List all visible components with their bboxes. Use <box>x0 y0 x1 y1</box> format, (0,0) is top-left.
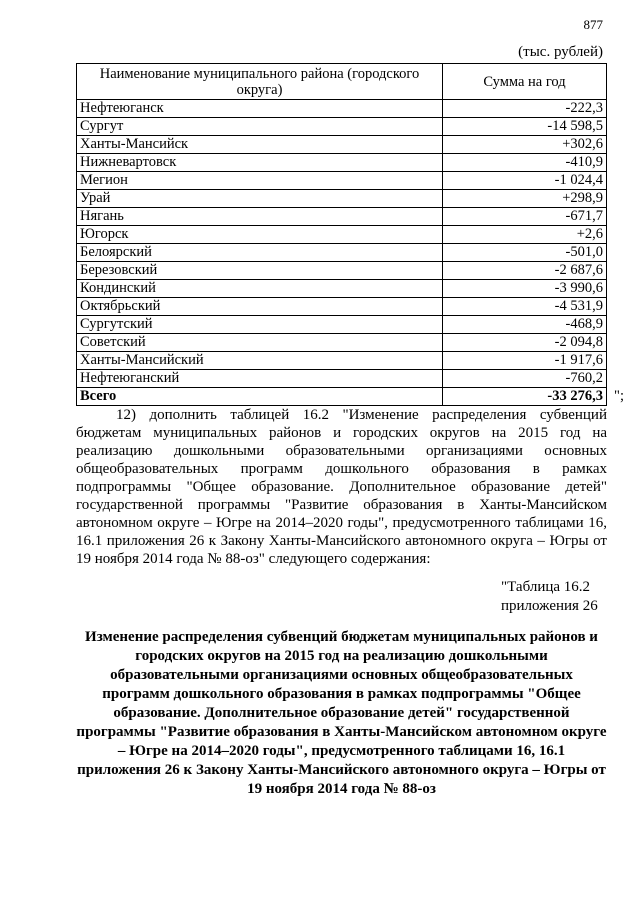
table-header-row <box>77 64 607 100</box>
sum-value: +2,6 <box>443 226 607 244</box>
sum-value: +302,6 <box>443 136 607 154</box>
municipality-name: Октябрьский <box>77 298 443 316</box>
sum-value: -2 687,6 <box>443 262 607 280</box>
sum-value: -4 531,9 <box>443 298 607 316</box>
table-row <box>77 370 607 388</box>
municipality-name: Советский <box>77 334 443 352</box>
table-caption-number: "Таблица 16.2 <box>501 579 591 595</box>
units-label: (тыс. рублей) <box>518 44 603 60</box>
municipality-name: Сургутский <box>77 316 443 334</box>
table-row <box>77 190 607 208</box>
table-row <box>77 100 607 118</box>
municipality-name: Сургут <box>77 118 443 136</box>
table-row <box>77 298 607 316</box>
total-cell <box>443 388 624 406</box>
table-heading: Изменение распределения субвенций бюджетам муниципальных районов и городских округов на 2015 год на реализацию дошкольными образовательными организациями основных общеобразовательных программ дошкольного образования в рамках подпрограммы "Общее образование. Дополнительное образование детей" государственной программы "Развитие образования в Ханты-Мансийском автономном округе – Югре на 2014–2020 годы", предусмотренного таблицами 16, 16.1 приложения 26 к Закону Ханты-Мансийского автономного округа – Югры от 19 ноября 2014 года № 88-оз <box>76 629 607 797</box>
sum-value: +298,9 <box>443 190 607 208</box>
municipality-name: Нефтеюганск <box>77 100 443 118</box>
table-row <box>77 226 607 244</box>
sum-value: -222,3 <box>443 100 607 118</box>
municipality-name: Ханты-Мансийский <box>77 352 443 370</box>
total-label: Всего <box>77 388 443 406</box>
table-row <box>77 334 607 352</box>
table-row <box>77 136 607 154</box>
sum-value: -468,9 <box>443 316 607 334</box>
sum-value: -760,2 <box>443 370 607 388</box>
municipality-name: Березовский <box>77 262 443 280</box>
municipality-name: Ханты-Мансийск <box>77 136 443 154</box>
municipality-name: Урай <box>77 190 443 208</box>
sum-value: -671,7 <box>443 208 607 226</box>
table-body <box>77 100 624 406</box>
table-row <box>77 316 607 334</box>
column-header-name: Наименование муниципального района (городского округа) <box>77 64 443 100</box>
municipality-name: Кондинский <box>77 280 443 298</box>
column-header-sum: Сумма на год <box>443 64 607 100</box>
table-row <box>77 352 607 370</box>
total-value: -33 276,3 <box>547 388 603 404</box>
page-number: 877 <box>583 17 603 32</box>
table-row <box>77 244 607 262</box>
table-row <box>77 172 607 190</box>
amendment-paragraph: 12) дополнить таблицей 16.2 "Изменение распределения субвенций бюджетам муниципальных районов и городских округов на 2015 год на реализацию дошкольными образовательными организациями основных общеобразовательных программ дошкольного образования в рамках подпрограммы "Общее образование. Дополнительное образование детей" государственной программы "Развитие образования в Ханты-Мансийском автономном округе – Югре на 2014–2020 годы", предусмотренного таблицами 16, 16.1 приложения 26 к Закону Ханты-Мансийского автономного округа – Югры от 19 ноября 2014 года № 88-оз" следующего содержания: <box>76 407 607 567</box>
sum-value: -3 990,6 <box>443 280 607 298</box>
closing-quote: "; <box>614 388 624 404</box>
table-caption <box>501 578 598 616</box>
sum-value: -1 917,6 <box>443 352 607 370</box>
municipality-name: Югорск <box>77 226 443 244</box>
table-row <box>77 262 607 280</box>
municipality-name: Нягань <box>77 208 443 226</box>
municipality-name: Мегион <box>77 172 443 190</box>
municipality-name: Белоярский <box>77 244 443 262</box>
table-row <box>77 154 607 172</box>
sum-value: -2 094,8 <box>443 334 607 352</box>
table-caption-appendix: приложения 26 <box>501 598 598 614</box>
sum-value: -501,0 <box>443 244 607 262</box>
table-row <box>77 280 607 298</box>
municipality-name: Нефтеюганский <box>77 370 443 388</box>
sum-value: -14 598,5 <box>443 118 607 136</box>
table-total-row <box>77 388 607 406</box>
table-row <box>77 208 607 226</box>
municipality-name: Нижневартовск <box>77 154 443 172</box>
table-row <box>77 118 607 136</box>
subsidy-table <box>76 63 624 406</box>
sum-value: -1 024,4 <box>443 172 607 190</box>
sum-value: -410,9 <box>443 154 607 172</box>
